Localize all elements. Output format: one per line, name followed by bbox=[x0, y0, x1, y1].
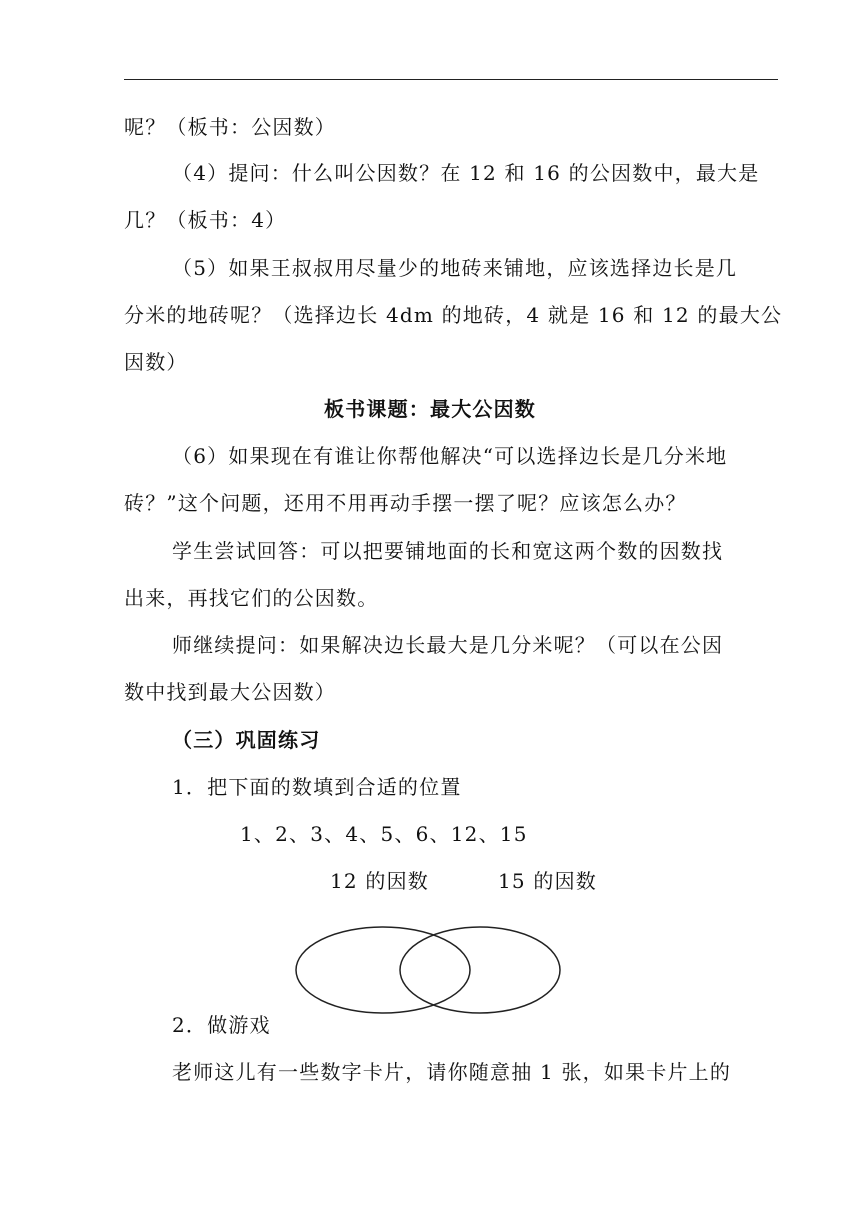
text-line: 老师这儿有一些数字卡片，请你随意抽 1 张，如果卡片上的 bbox=[172, 1060, 732, 1084]
text-line: 出来，再找它们的公因数。 bbox=[124, 586, 379, 610]
text-line: 学生尝试回答：可以把要铺地面的长和宽这两个数的因数找 bbox=[172, 539, 724, 563]
text-line: 几？（板书：4） bbox=[124, 208, 287, 232]
section-title: 板书课题：最大公因数 bbox=[324, 397, 536, 421]
exercise-item: 1．把下面的数填到合适的位置 bbox=[172, 775, 462, 799]
number-list: 1、2、3、4、5、6、12、15 bbox=[240, 822, 528, 846]
exercise-item: 2．做游戏 bbox=[172, 1013, 271, 1037]
header-rule bbox=[124, 79, 778, 80]
text-line: 因数） bbox=[124, 350, 188, 374]
venn-right-ellipse bbox=[400, 927, 560, 1013]
text-line: 数中找到最大公因数） bbox=[124, 680, 336, 704]
venn-diagram bbox=[290, 920, 570, 1020]
text-line: 分米的地砖呢？（选择边长 4dm 的地砖，4 就是 16 和 12 的最大公 bbox=[124, 303, 783, 327]
text-line: 砖？”这个问题，还用不用再动手摆一摆了呢？应该怎么办？ bbox=[124, 491, 687, 515]
text-line: 呢？（板书：公因数） bbox=[124, 115, 336, 139]
venn-right-label: 15 的因数 bbox=[498, 869, 598, 893]
section-heading: （三）巩固练习 bbox=[172, 728, 321, 752]
text-line: （5）如果王叔叔用尽量少的地砖来铺地，应该选择边长是几 bbox=[172, 256, 738, 280]
text-line: （6）如果现在有谁让你帮他解决“可以选择边长是几分米地 bbox=[172, 444, 728, 468]
venn-left-ellipse bbox=[296, 927, 470, 1013]
text-line: （4）提问：什么叫公因数？在 12 和 16 的公因数中，最大是 bbox=[172, 161, 760, 185]
venn-left-label: 12 的因数 bbox=[330, 869, 430, 893]
text-line: 师继续提问：如果解决边长最大是几分米呢？（可以在公因 bbox=[172, 633, 724, 657]
